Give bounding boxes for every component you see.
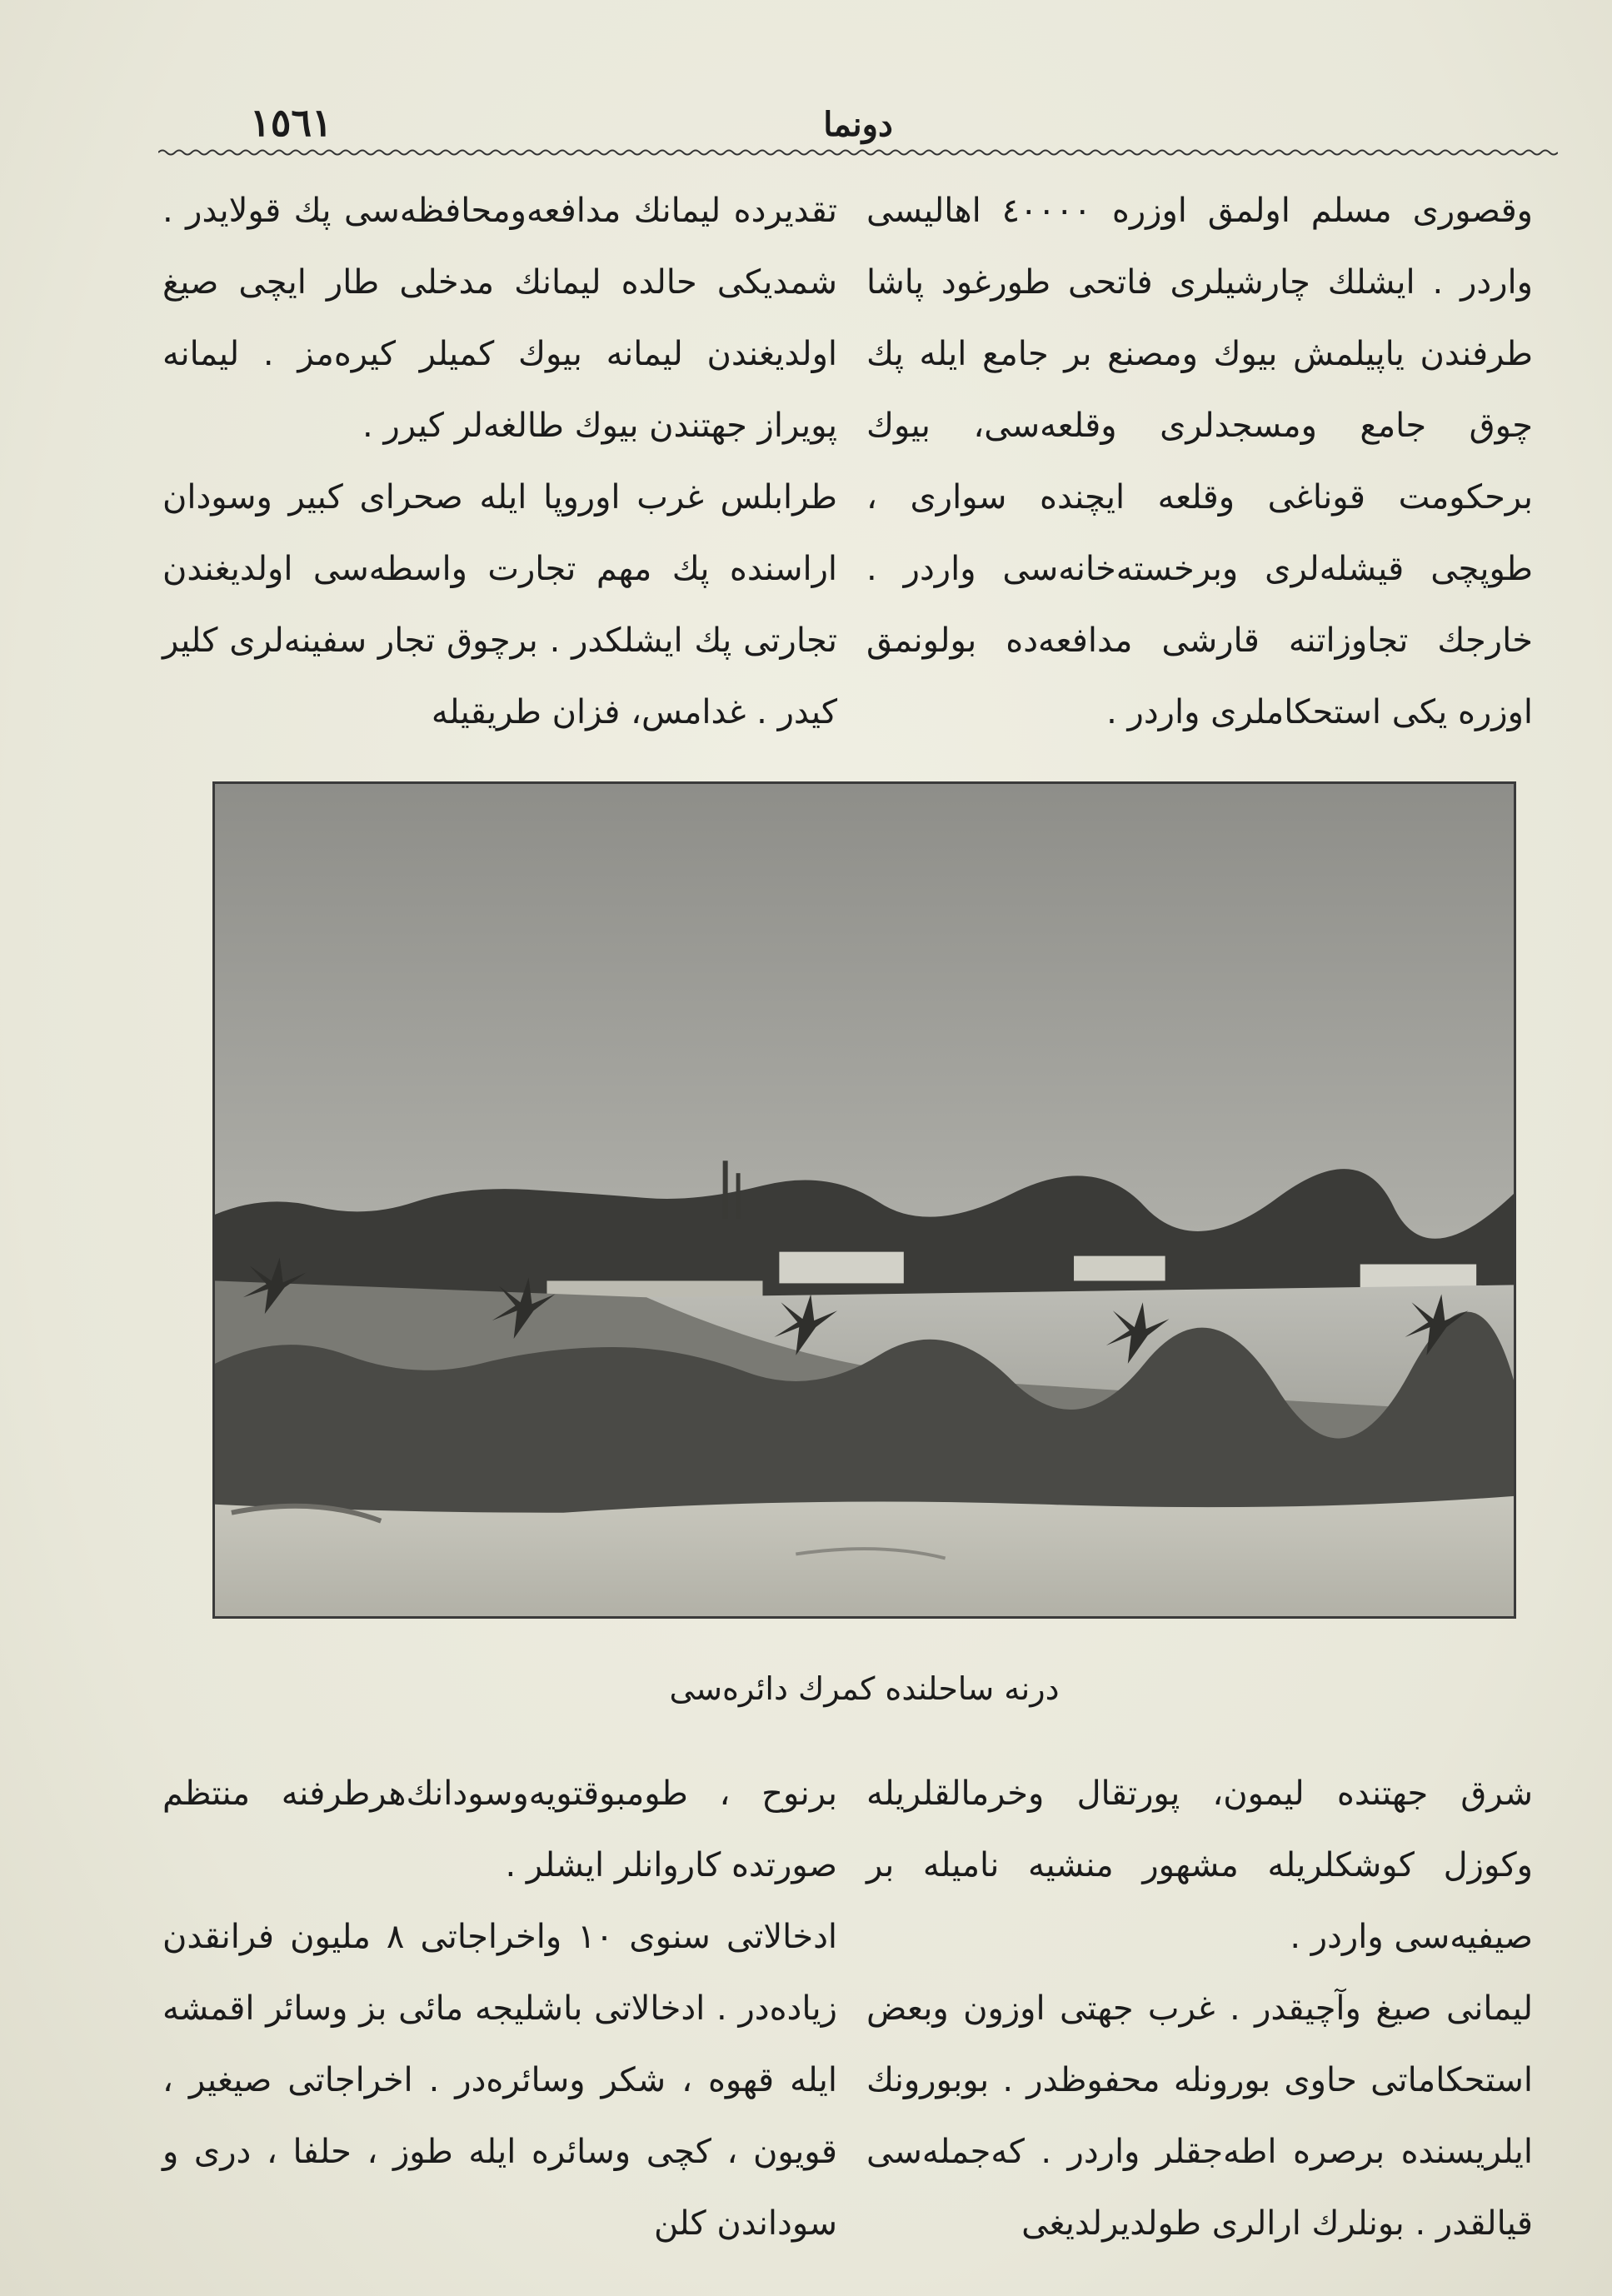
- halftone-photograph: [212, 781, 1516, 1619]
- paragraph: برنوح ، طومبوقتویه‌وسودانك‌هرطرفنه منتظم صورتده کاروانلر ایشلر .: [162, 1774, 837, 1884]
- landscape-image: [215, 784, 1514, 1616]
- paragraph: شرق جهتنده لیمون، پورتقال وخرمالقلریله وکوزل کوشکلریله مشهور منشیه نامیله بر صیفیه‌سی واردر .: [866, 1774, 1533, 1956]
- column-left-bottom: [162, 1758, 837, 2259]
- paragraph: وقصوری مسلم اولمق اوزره ٤٠٠٠٠ اهالیسی واردر . ایشلك چارشیلری فاتحی طورغود پاشا طرفندن یاپیلمش بیوك ومصنع بر جامع ایله پك چوق جامع ومسجدلری وقلعه‌سی، بیوك برحکومت قوناغی وقلعه ایچنده سواری ، طوپچی قیشله‌لری وبرخسته‌خانه‌سی واردر . خارجك تجاوزاتنه قارشی مدافعه‌ده بولونمق اوزره یکی استحکاملری واردر .: [866, 192, 1534, 731]
- paragraph: لیمانی صیغ وآچیقدر . غرب جهتی اوزون وبعض استحکاماتی حاوی بورونله محفوظدر . بوبورونك ایلریسنده برصره اطه‌جقلر واردر . که‌جمله‌سی قیالقدر . بونلرك ارالری طولدیرلدیغی: [866, 1989, 1533, 2243]
- paragraph: تقدیرده لیمانك مدافعه‌ومحافظه‌سی پك قولایدر . شمدیکی حالده لیمانك مدخلی طار ایچی صیغ اولدیغندن لیمانه بیوك کمیلر کیره‌مز . لیمانه پویراز جهتندن بیوك طالغه‌لر کیرر .: [162, 192, 837, 445]
- paragraph: طرابلس غرب اوروپا ایله صحرای کبیر وسودان اراسنده پك مهم تجارت واسطه‌سی اولدیغندن تجارتی پك ایشلکدر . برچوق تجار سفینه‌لری کلیر کیدر . غدامس، فزان طریقیله: [162, 478, 837, 731]
- column-right-bottom: [866, 1758, 1533, 2259]
- running-title: دونما: [823, 105, 893, 144]
- photo-caption: درنه ساحلنده کمرك دائره‌سی: [669, 1670, 1060, 1707]
- header-wavy-rule: [158, 148, 1558, 157]
- paragraph: ادخالاتی سنوی ١٠ واخراجاتی ٨ ملیون فرانقدن زیاده‌در . ادخالاتی باشلیجه مائی بز وسائر اقمشه ایله قهوه ، شکر وسائره‌در . اخراجاتی صیغیر ، قویون ، کچی وسائره ایله طوز ، حلفا ، دری و سوداندن کلن: [162, 1918, 837, 2243]
- page-number: ١٥٦١: [250, 100, 332, 145]
- column-left-top: [162, 175, 837, 748]
- column-right-top: [866, 175, 1533, 748]
